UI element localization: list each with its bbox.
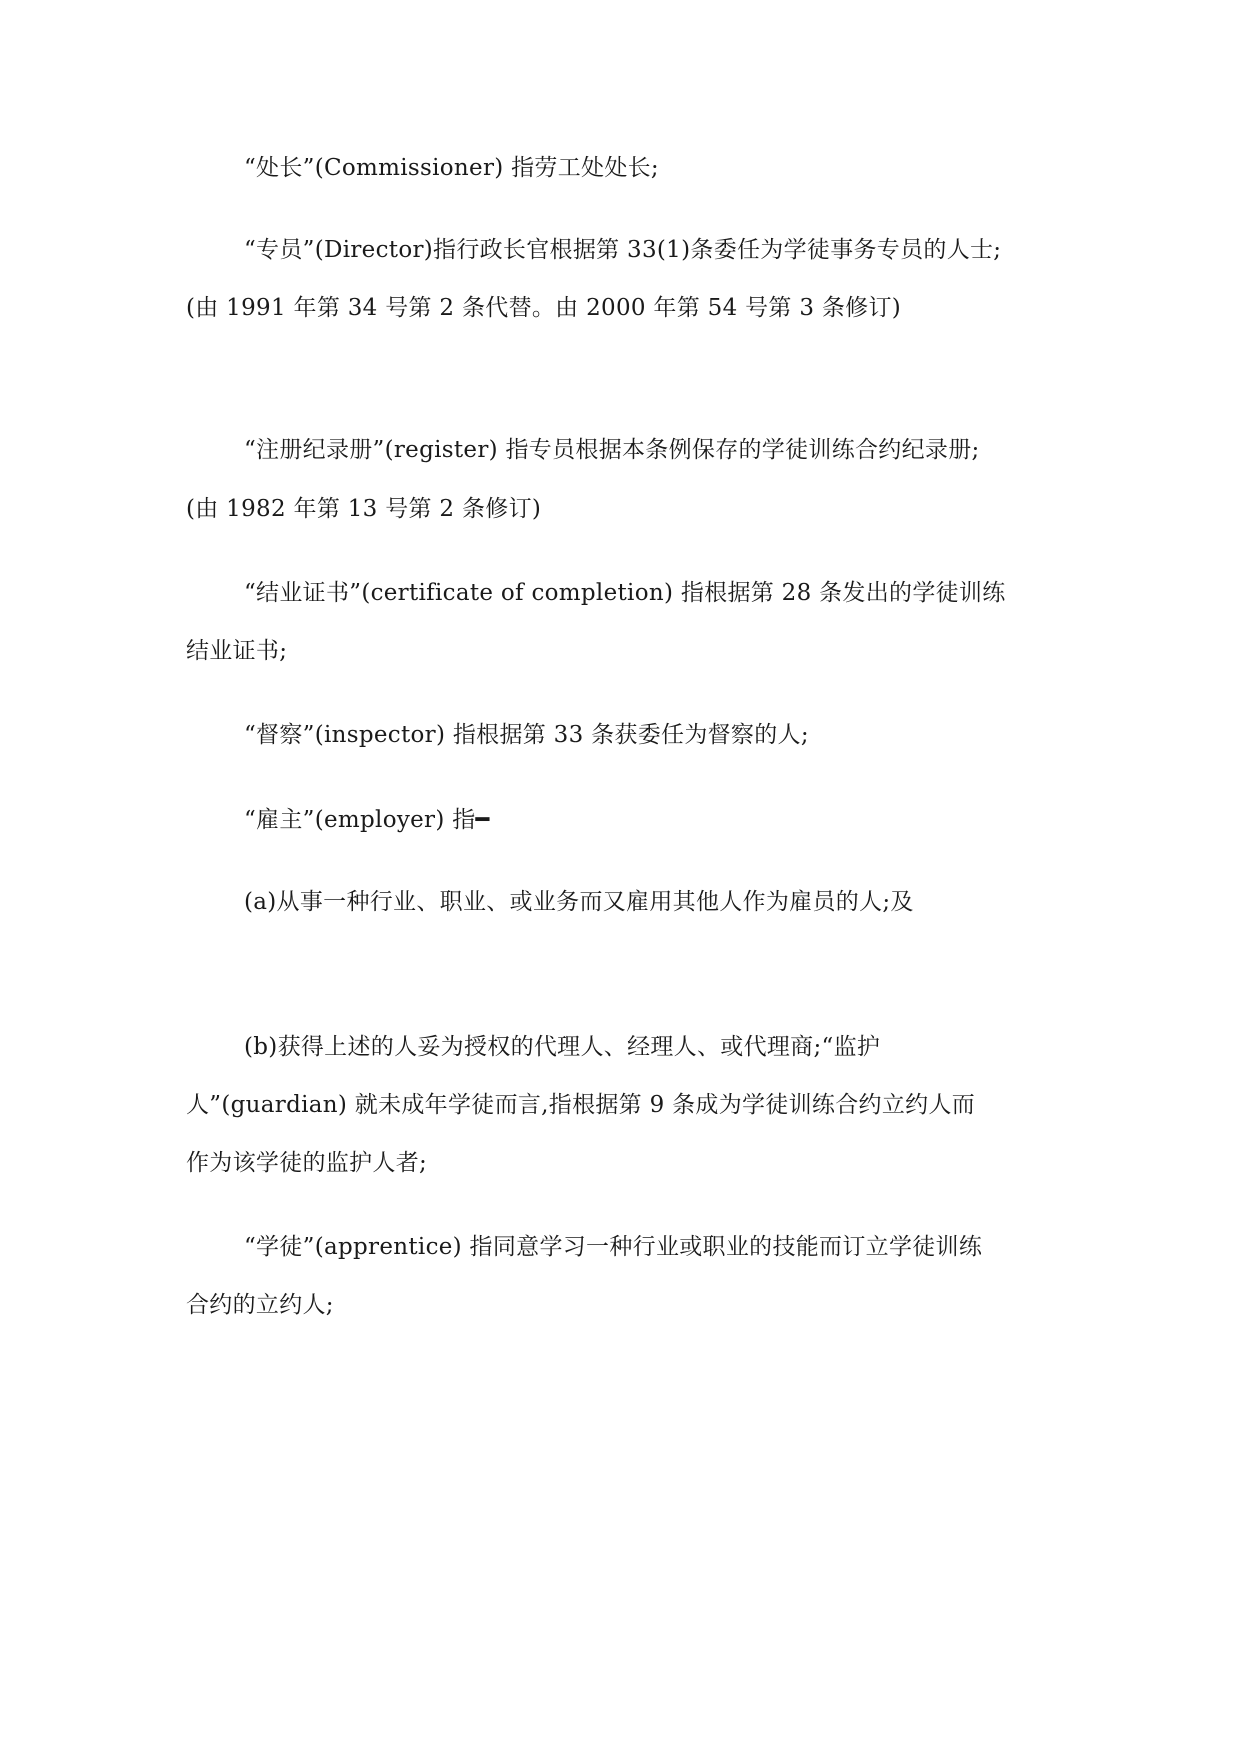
definition-certificate-of-completion: “结业证书”(certificate of completion) 指根据第 28 条发出的学徒训练 xyxy=(244,580,1006,606)
definition-inspector: “督察”(inspector) 指根据第 33 条获委任为督察的人; xyxy=(244,722,809,748)
amendment-note-director: (由 1991 年第 34 号第 2 条代替。由 2000 年第 54 号第 3 条修订) xyxy=(186,295,902,321)
employer-clause-b: (b)获得上述的人妥为授权的代理人、经理人、或代理商;“监护 xyxy=(244,1034,881,1060)
definition-register: “注册纪录册”(register) 指专员根据本条例保存的学徒训练合约纪录册; xyxy=(244,437,980,463)
definition-apprentice-cont: 合约的立约人; xyxy=(186,1292,334,1318)
definition-employer: “雇主”(employer) 指━ xyxy=(244,807,490,833)
employer-clause-a: (a)从事一种行业、职业、或业务而又雇用其他人作为雇员的人;及 xyxy=(244,889,914,915)
definition-guardian-cont: 作为该学徒的监护人者; xyxy=(186,1150,428,1176)
amendment-note-register: (由 1982 年第 13 号第 2 条修订) xyxy=(186,496,542,522)
definition-guardian: 人”(guardian) 就未成年学徒而言,指根据第 9 条成为学徒训练合约立约人而 xyxy=(186,1092,976,1118)
definition-certificate-of-completion-cont: 结业证书; xyxy=(186,638,288,664)
definition-apprentice: “学徒”(apprentice) 指同意学习一种行业或职业的技能而订立学徒训练 xyxy=(244,1234,983,1260)
definition-director: “专员”(Director)指行政长官根据第 33(1)条委任为学徒事务专员的人士; xyxy=(244,237,1002,263)
definition-commissioner: “处长”(Commissioner) 指劳工处处长; xyxy=(244,155,659,181)
